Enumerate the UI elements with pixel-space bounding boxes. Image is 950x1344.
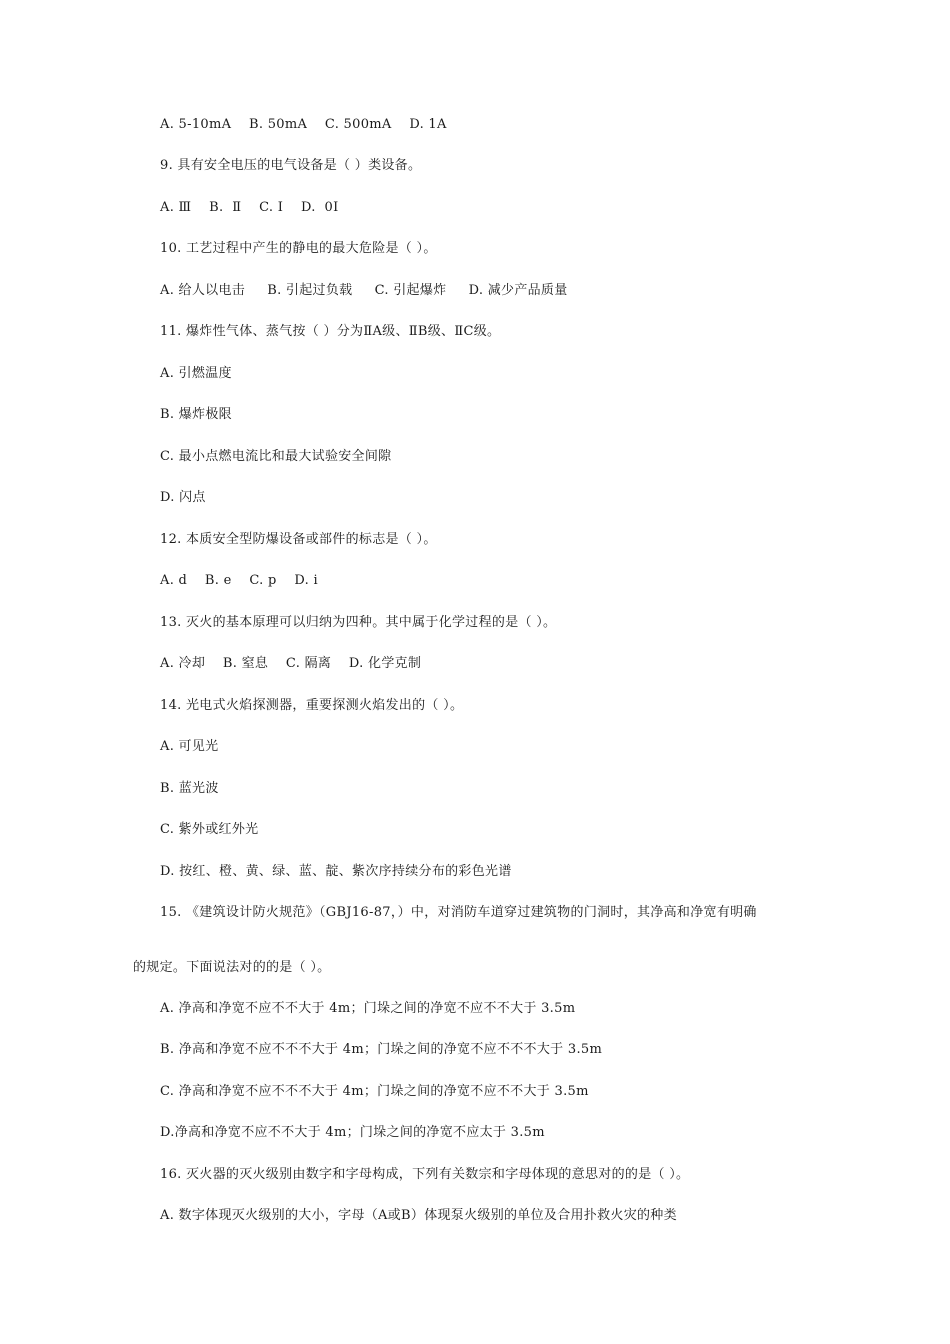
q11-option-c: C. 最小点燃电流比和最大试验安全间隙 [160,449,392,464]
q9-question: 9. 具有安全电压的电气设备是（ ）类设备。 [160,158,422,173]
q9-options: A. Ⅲ B. Ⅱ C. Ⅰ D. 0Ⅰ [160,200,339,215]
q14-option-d: D. 按红、橙、黄、绿、蓝、靛、紫次序持续分布的彩色光谱 [160,864,512,879]
q10-question: 10. 工艺过程中产生的静电的最大危险是（ ）。 [160,241,437,256]
q10-options: A. 给人以电击 B. 引起过负载 C. 引起爆炸 D. 减少产品质量 [160,283,568,298]
q14-option-b: B. 蓝光波 [160,781,219,796]
q8-options: A. 5-10mA B. 50mA C. 500mA D. 1A [160,117,447,132]
q11-option-b: B. 爆炸极限 [160,407,232,422]
q14-option-a: A. 可见光 [160,739,219,754]
q13-options: A. 冷却 B. 窒息 C. 隔离 D. 化学克制 [160,656,422,671]
q15-question-continued: 的规定。下面说法对的的是（ ）。 [133,960,331,975]
q16-question: 16. 灭火器的灭火级别由数字和字母构成，下列有关数宗和字母体现的意思对的的是（ ）。 [160,1167,690,1182]
q11-option-a: A. 引燃温度 [160,366,232,381]
q15-option-d: D.净高和净宽不应不不大于 4m；门垛之间的净宽不应太于 3.5m [160,1125,545,1140]
q16-option-a: A. 数字体现灭火级别的大小，字母（A或B）体现泵火级别的单位及合用扑救火灾的种类 [160,1208,677,1223]
q15-option-a: A. 净高和净宽不应不不大于 4m；门垛之间的净宽不应不不大于 3.5m [160,1001,576,1016]
q15-option-b: B. 净高和净宽不应不不不大于 4m；门垛之间的净宽不应不不不大于 3.5m [160,1042,603,1057]
q12-question: 12. 本质安全型防爆设备或部件的标志是（ ）。 [160,532,437,547]
q14-option-c: C. 紫外或红外光 [160,822,259,837]
q14-question: 14. 光电式火焰探测器，重要探测火焰发出的（ ）。 [160,698,464,713]
q15-option-c: C. 净高和净宽不应不不不大于 4m；门垛之间的净宽不应不不大于 3.5m [160,1084,589,1099]
q15-question: 15. 《建筑设计防火规范》（GBJ16-87，）中，对消防车道穿过建筑物的门洞时，其净高和净宽有明确 [160,905,757,920]
q11-question: 11. 爆炸性气体、蒸气按（ ）分为ⅡA级、ⅡB级、ⅡC级。 [160,324,501,339]
q11-option-d: D. 闪点 [160,490,206,505]
q13-question: 13. 灭火的基本原理可以归纳为四种。其中属于化学过程的是（ ）。 [160,615,557,630]
q12-options: A. d B. e C. p D. i [160,573,318,588]
